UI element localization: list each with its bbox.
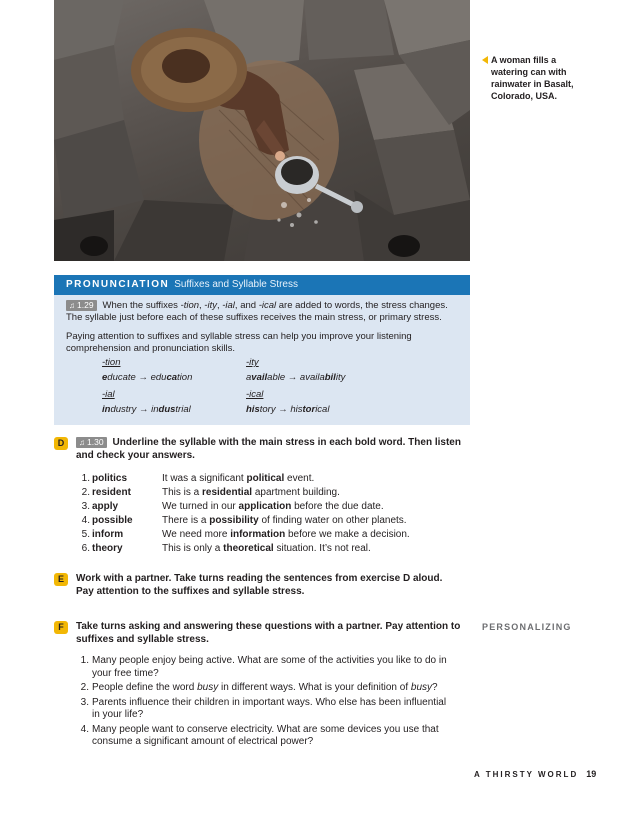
exercise-badge: E [54, 573, 68, 586]
exercise-d-word-list [78, 472, 478, 556]
example-sentence [162, 500, 384, 514]
syllable: trial [175, 404, 191, 415]
bold-word[interactable]: politics [92, 473, 128, 484]
audio-track-number: 1.29 [77, 300, 94, 310]
arrow-icon: → [287, 372, 298, 383]
suffix-example-tion [102, 372, 192, 384]
exercise-badge: F [54, 621, 68, 634]
item-number: 4. [80, 723, 89, 735]
instruction-line: Work with a partner. Take turns reading the sentences from exercise D aloud. [76, 573, 443, 584]
suffix-term: -tion [180, 300, 200, 311]
example-sentence [162, 486, 340, 500]
text-run: This is a [162, 487, 203, 498]
question-text: in different ways. What is your definition of [218, 682, 411, 693]
syllable: a [246, 372, 252, 383]
photo-illustration [54, 0, 470, 261]
audio-icon: ♫ [79, 438, 85, 447]
syllable: tory [259, 404, 276, 415]
italic-term: busy [410, 682, 433, 693]
list-item [78, 500, 478, 514]
text-run: , [216, 300, 223, 311]
stressed-syllable: tor [302, 404, 316, 415]
page-number: 19 [586, 769, 597, 779]
audio-track-button[interactable] [66, 300, 97, 311]
list-item [78, 655, 458, 680]
pronunciation-box [54, 275, 470, 425]
text-run: We need more [162, 529, 231, 540]
item-number: 2. [80, 682, 89, 693]
text-run: before we make a decision. [285, 529, 410, 540]
stressed-syllable: dus [158, 404, 176, 415]
exercise-badge: D [54, 437, 68, 450]
pronunciation-paragraph-2: Paying attention to suffixes and syllable stress can help you improve your listening comprehension and pronunciation skills. [66, 331, 412, 354]
suffix-example-ity [246, 372, 345, 384]
photo-caption [482, 54, 594, 102]
stressed-syllable: in [102, 404, 111, 415]
item-number: 1. [81, 473, 90, 484]
text-run: There is a [162, 515, 210, 526]
stressed-syllable: bil [324, 372, 336, 383]
example-sentence [162, 472, 314, 486]
syllable: edu [150, 372, 167, 383]
text-run: , [199, 300, 205, 311]
bold-word[interactable]: application [238, 501, 292, 512]
text-run: situation. It’s not real. [273, 543, 371, 554]
question-text: Many people want to conserve electricity. What are some devices you use that [92, 723, 439, 735]
syllable: in [151, 404, 159, 415]
item-number: 3. [81, 501, 90, 512]
exercise-e [54, 572, 474, 598]
bold-word[interactable]: information [230, 529, 286, 540]
example-sentence [162, 514, 407, 528]
question-text: in your life? [92, 709, 144, 720]
list-item [78, 486, 478, 500]
stressed-syllable: vail [251, 372, 268, 383]
text-run: When the suffixes [102, 300, 181, 311]
bold-word[interactable]: apply [92, 501, 119, 512]
suffix-label-ity: -ity [246, 357, 259, 368]
syllable: able [267, 372, 286, 383]
exercise-d [54, 436, 474, 462]
item-number: 4. [81, 515, 90, 526]
pronunciation-paragraph-1 [66, 300, 458, 324]
suffix-label-ial: -ial [102, 389, 115, 400]
item-number: 5. [81, 529, 90, 540]
footer-section-title: A THIRSTY WORLD [474, 770, 579, 779]
suffix-term: -ial [222, 300, 235, 311]
list-item [78, 542, 478, 556]
bold-word[interactable]: possibility [209, 515, 259, 526]
instruction-line: Take turns asking and answering these questions with a partner. Pay attention to [76, 621, 461, 632]
question-text: Many people enjoy being active. What are some of the activities you like to do in [92, 655, 447, 666]
syllable: availa [299, 372, 325, 383]
question-text: your free time? [92, 667, 159, 679]
exercise-e-instruction [76, 572, 474, 598]
text-run: apartment building. [252, 487, 340, 498]
syllable: tion [177, 372, 193, 383]
list-item [78, 697, 458, 722]
exercise-f-instruction [76, 620, 474, 646]
exercise-d-instruction [76, 436, 474, 462]
question-text: ? [432, 682, 438, 693]
text-run: event. [284, 473, 315, 484]
stressed-syllable: his [246, 404, 260, 415]
suffix-label-tion: -tion [102, 357, 121, 368]
bold-word[interactable]: theoretical [223, 543, 274, 554]
question-text: consume a significant amount of electrical power? [92, 736, 314, 747]
suffix-example-ial [102, 404, 191, 416]
question-text: People define the word [92, 682, 198, 693]
syllable: his [290, 404, 303, 415]
italic-term: busy [197, 682, 219, 693]
instruction-line: Pay attention to the suffixes and syllable stress. [76, 586, 305, 597]
stressed-syllable: ca [166, 372, 178, 383]
suffix-examples [66, 357, 458, 417]
list-item [78, 724, 458, 749]
photo-woman-watering-can [54, 0, 470, 261]
arrow-icon: → [138, 404, 149, 415]
list-item [78, 472, 478, 486]
page-footer [474, 769, 596, 779]
text-run: It was a significant [162, 473, 247, 484]
list-item [78, 514, 478, 528]
text-run: , and [234, 300, 259, 311]
bold-word[interactable]: theory [92, 543, 123, 554]
bold-word[interactable]: inform [92, 529, 124, 540]
text-run: are added to words, the stress changes. The syllable just before each of these suffixes receives the main stress, or primary stress. [66, 300, 448, 323]
personalizing-label: PERSONALIZING [482, 622, 572, 632]
text-run: of finding water on other planets. [258, 515, 407, 526]
bold-word[interactable]: resident [92, 487, 131, 498]
audio-track-button[interactable] [76, 437, 107, 448]
caption-text: A woman fills a watering can with rainwater in Basalt, Colorado, USA. [491, 55, 574, 101]
arrow-icon: → [278, 404, 288, 415]
item-number: 6. [81, 543, 90, 554]
suffix-term: -ity [204, 300, 217, 311]
example-sentence [162, 528, 410, 542]
item-number: 1. [80, 655, 89, 666]
syllable: dustry [110, 404, 137, 415]
audio-track-number: 1.30 [87, 437, 104, 447]
list-item [78, 682, 458, 695]
example-sentence [162, 542, 371, 556]
stressed-syllable: e [102, 372, 108, 383]
pronunciation-title: PRONUNCIATION [66, 279, 170, 290]
item-number: 3. [80, 696, 89, 708]
caption-pointer-icon [482, 56, 488, 64]
instruction-text: Underline the syllable with the main stress in each bold word. Then listen and check your answers. [76, 437, 461, 461]
text-run: This is only a [162, 543, 224, 554]
pronunciation-subtitle: Suffixes and Syllable Stress [174, 279, 298, 290]
exercise-f-question-list [78, 655, 458, 751]
item-number: 2. [81, 487, 90, 498]
text-run: before the due date. [291, 501, 384, 512]
syllable: ity [335, 372, 346, 383]
syllable: ical [315, 404, 330, 415]
suffix-term: -ical [258, 300, 277, 311]
exercise-f [54, 620, 474, 646]
instruction-line: suffixes and syllable stress. [76, 634, 209, 645]
question-text: Parents influence their children in important ways. Who else has been influential [92, 696, 447, 708]
text-run: We turned in our [162, 501, 239, 512]
syllable: ducate [107, 372, 136, 383]
arrow-icon: → [138, 372, 148, 383]
suffix-label-ical: -ical [246, 389, 264, 400]
pronunciation-header [54, 275, 470, 295]
suffix-example-ical [246, 404, 329, 416]
bold-word[interactable]: political [246, 473, 285, 484]
list-item [78, 528, 478, 542]
bold-word[interactable]: possible [92, 515, 133, 526]
audio-icon: ♫ [69, 301, 75, 310]
bold-word[interactable]: residential [202, 487, 253, 498]
